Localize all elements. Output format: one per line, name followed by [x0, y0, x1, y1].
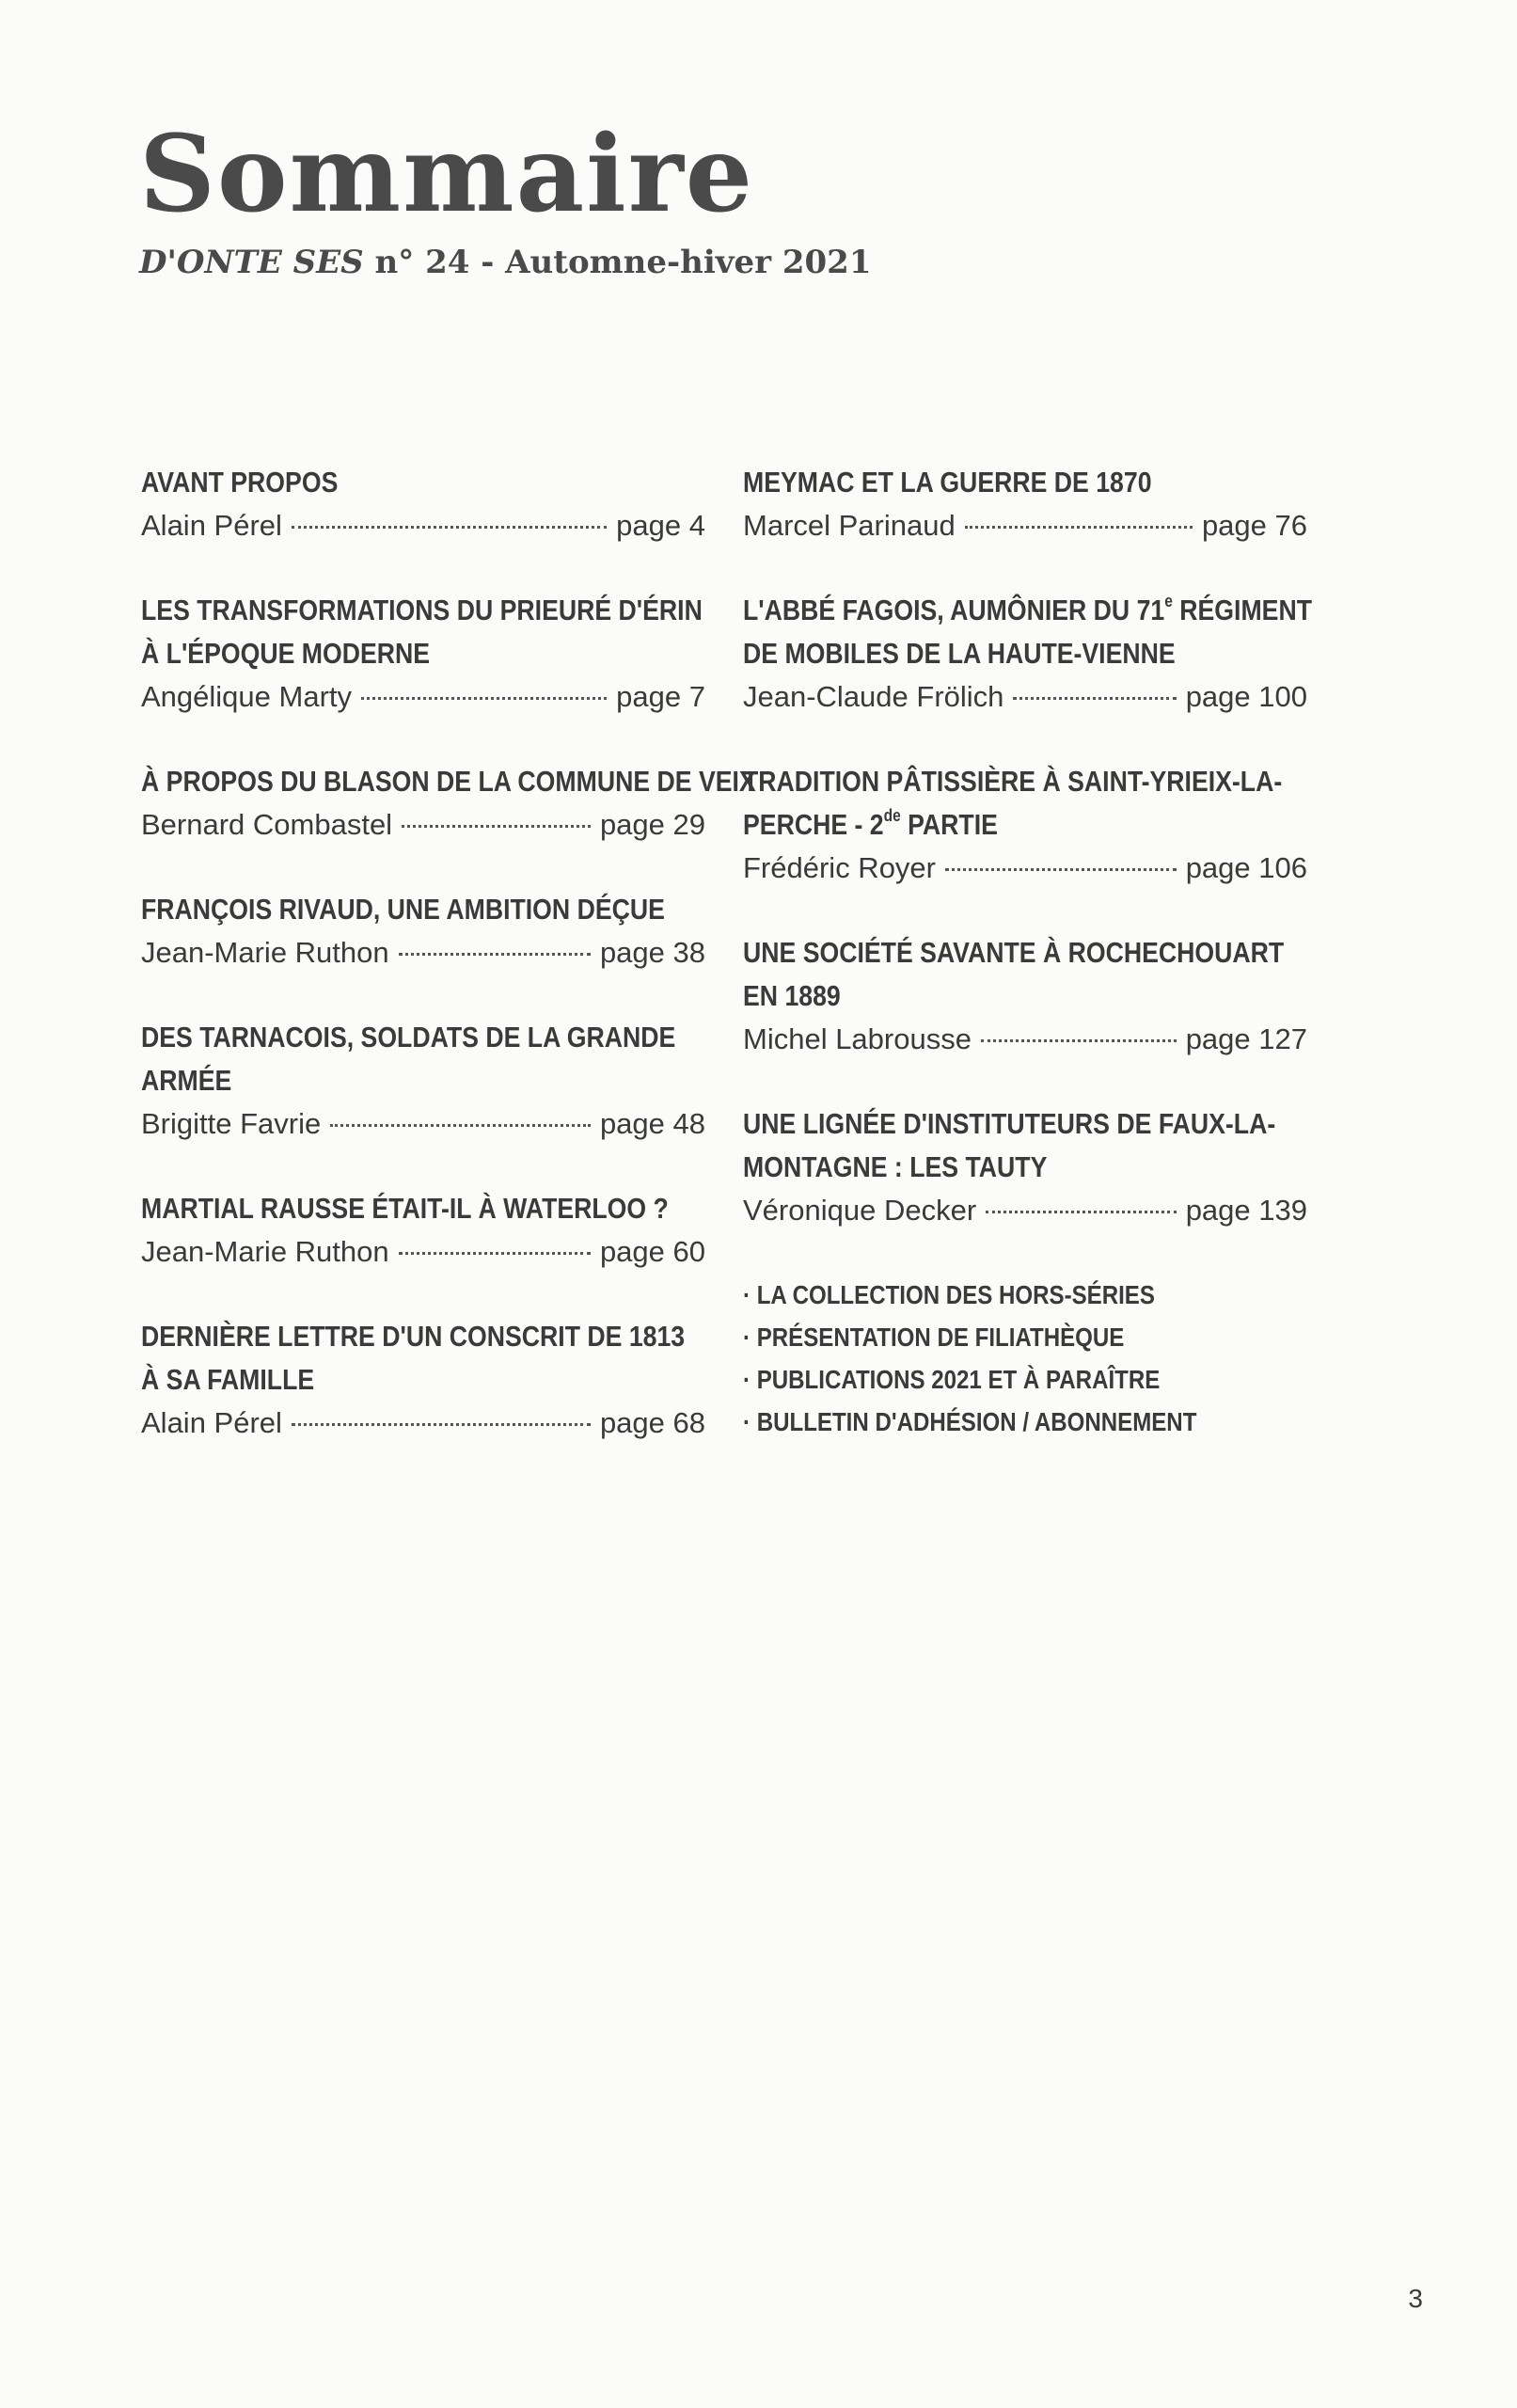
toc-entry — [141, 760, 756, 847]
entry-line — [743, 504, 1307, 547]
entry-title: UNE SOCIÉTÉ SAVANTE À ROCHECHOUART — [743, 936, 1285, 969]
entry-line — [743, 1018, 1307, 1061]
dot-leader — [981, 1039, 1177, 1042]
entry-title: FRANÇOIS RIVAUD, UNE AMBITION DÉÇUE — [141, 893, 665, 926]
toc-entry — [141, 589, 705, 719]
entry-author: Jean-Claude Frölich — [743, 680, 1004, 713]
entry-title: DERNIÈRE LETTRE D'UN CONSCRIT DE 1813 — [141, 1320, 686, 1353]
toc-entry — [743, 461, 1307, 547]
entry-line — [743, 847, 1307, 890]
dot-leader — [330, 1124, 591, 1127]
entry-line — [141, 675, 705, 719]
entry-line — [141, 803, 705, 847]
entry-page: page 7 — [616, 680, 705, 713]
entry-title: À L'ÉPOQUE MODERNE — [141, 637, 431, 670]
entry-author: Michel Labrousse — [743, 1022, 972, 1055]
entry-page: page 100 — [1185, 680, 1307, 713]
entry-line — [141, 1102, 705, 1146]
entry-title: MARTIAL RAUSSE ÉTAIT-IL À WATERLOO ? — [141, 1192, 669, 1225]
ordinal-superscript: e — [1164, 592, 1173, 610]
entry-author: Jean-Marie Ruthon — [141, 1235, 389, 1268]
entry-title — [743, 803, 1228, 847]
entry-author: Véronique Decker — [743, 1194, 977, 1227]
entry-title: MEYMAC ET LA GUERRE DE 1870 — [743, 466, 1152, 499]
toc-entry — [743, 931, 1307, 1061]
entry-title-text: PERCHE - 2 — [743, 808, 884, 841]
toc-entry — [743, 1102, 1307, 1232]
dot-leader — [292, 1423, 591, 1426]
entry-author: Brigitte Favrie — [141, 1107, 322, 1140]
toc-entry — [141, 1187, 705, 1274]
dot-leader — [399, 1252, 591, 1255]
toc-left-column — [141, 461, 756, 1486]
entry-title: TRADITION PÂTISSIÈRE À SAINT-YRIEIX-LA- — [743, 765, 1283, 798]
entry-title: LES TRANSFORMATIONS DU PRIEURÉ D'ÉRIN — [141, 594, 703, 626]
entry-title-text: RÉGIMENT — [1172, 594, 1312, 626]
entry-title: À SA FAMILLE — [141, 1363, 315, 1396]
entry-author: Alain Pérel — [141, 509, 282, 542]
entry-line — [141, 504, 705, 547]
entry-title: MONTAGNE : LES TAUTY — [743, 1150, 1048, 1183]
entry-author: Marcel Parinaud — [743, 509, 956, 542]
toc-entry — [743, 760, 1307, 890]
entry-title: EN 1889 — [743, 979, 841, 1012]
dot-leader — [986, 1211, 1177, 1213]
entry-author: Angélique Marty — [141, 680, 353, 713]
dot-leader — [292, 526, 607, 529]
toc-entry — [141, 1315, 705, 1445]
page-title: Sommaire — [139, 113, 754, 236]
issue-subtitle — [139, 244, 872, 281]
dot-leader — [945, 868, 1177, 871]
entry-line — [141, 931, 705, 974]
dot-leader — [361, 697, 607, 700]
dot-leader — [402, 825, 591, 828]
dot-leader — [399, 953, 591, 956]
entry-page: page 106 — [1185, 851, 1307, 884]
entry-page: page 139 — [1185, 1194, 1307, 1227]
extras-item: · PUBLICATIONS 2021 ET À PARAÎTRE — [743, 1365, 1161, 1394]
extras-item: · BULLETIN D'ADHÉSION / ABONNEMENT — [743, 1407, 1197, 1436]
entry-line — [743, 1189, 1307, 1232]
entry-title: ARMÉE — [141, 1064, 232, 1097]
entry-title-text: L'ABBÉ FAGOIS, AUMÔNIER DU 71 — [743, 594, 1165, 626]
entry-title: AVANT PROPOS — [141, 466, 339, 499]
entry-title: UNE LIGNÉE D'INSTITUTEURS DE FAUX-LA- — [743, 1107, 1276, 1140]
toc-entry — [141, 461, 705, 547]
entry-page: page 38 — [599, 936, 705, 969]
dot-leader — [1013, 697, 1176, 700]
extras-item: · LA COLLECTION DES HORS-SÉRIES — [743, 1280, 1155, 1309]
entry-page: page 48 — [599, 1107, 705, 1140]
entry-author: Bernard Combastel — [141, 808, 393, 841]
entry-line — [141, 1402, 705, 1445]
entry-title — [743, 589, 1312, 632]
issue-label: n° 24 - Automne-hiver 2021 — [374, 244, 872, 281]
entry-page: page 127 — [1185, 1022, 1307, 1055]
entry-line — [141, 1230, 705, 1274]
toc-entry — [141, 1016, 705, 1146]
entry-page: page 4 — [616, 509, 705, 542]
entry-title-text: PARTIE — [900, 808, 998, 841]
entry-title: DES TARNACOIS, SOLDATS DE LA GRANDE — [141, 1021, 676, 1054]
entry-title: À PROPOS DU BLASON DE LA COMMUNE DE VEIX — [141, 765, 756, 798]
ordinal-superscript: de — [883, 806, 901, 825]
entry-line — [743, 675, 1307, 719]
entry-page: page 68 — [599, 1406, 705, 1439]
extras-list — [743, 1274, 1307, 1443]
page-number: 3 — [1408, 2284, 1423, 2313]
entry-title: DE MOBILES DE LA HAUTE-VIENNE — [743, 637, 1176, 670]
entry-author: Alain Pérel — [141, 1406, 282, 1439]
entry-page: page 76 — [1201, 509, 1307, 542]
entry-page: page 29 — [599, 808, 705, 841]
toc-right-column — [743, 461, 1312, 1443]
entry-page: page 60 — [599, 1235, 705, 1268]
entry-author: Frédéric Royer — [743, 851, 936, 884]
dot-leader — [965, 526, 1193, 529]
toc-entry — [141, 888, 705, 974]
extras-item: · PRÉSENTATION DE FILIATHÈQUE — [743, 1323, 1125, 1352]
journal-name: D'ONTE SES — [139, 244, 364, 281]
entry-author: Jean-Marie Ruthon — [141, 936, 389, 969]
toc-entry — [743, 589, 1312, 719]
